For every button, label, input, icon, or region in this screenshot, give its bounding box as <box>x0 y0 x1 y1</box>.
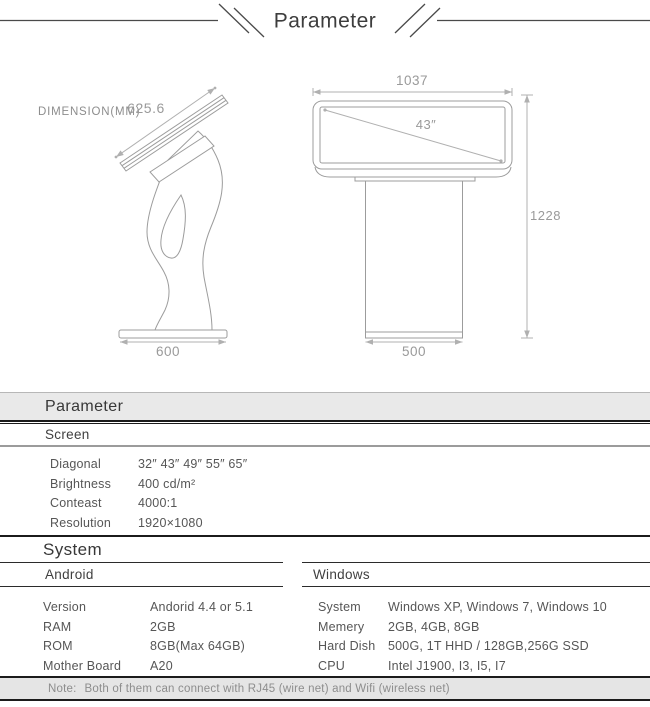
dim-front-height-label: 1228 <box>530 208 561 223</box>
banner <box>0 0 650 45</box>
dim-side-screen-label: 625.6 <box>127 100 165 116</box>
dim-front-diagonal-label: 43″ <box>415 117 437 132</box>
spec-value: 500G, 1T HHD / 128GB,256G SSD <box>388 639 589 653</box>
spec-value: 32″ 43″ 49″ 55″ 65″ <box>138 457 248 471</box>
spec-value: 2GB, 4GB, 8GB <box>388 619 480 634</box>
spec-label: ROM <box>43 639 73 653</box>
parameter-table-header <box>0 393 650 420</box>
android-header <box>0 562 283 587</box>
spec-value: Intel J1900, I3, I5, I7 <box>388 658 506 673</box>
parameter-table-title: Parameter <box>45 397 124 415</box>
spec-row <box>302 598 650 618</box>
dim-front-base-label: 500 <box>401 344 427 359</box>
windows-table <box>302 562 650 676</box>
spec-value: 8GB(Max 64GB) <box>150 639 245 653</box>
system-section-title: System <box>43 539 103 559</box>
spec-row <box>0 475 650 495</box>
screen-section-label: Screen <box>45 427 90 442</box>
spec-label: Hard Dish <box>318 639 376 653</box>
spec-label: Diagonal <box>50 457 101 471</box>
spec-label: Conteast <box>50 496 102 510</box>
spec-row <box>0 637 283 657</box>
spec-label: CPU <box>318 658 345 673</box>
spec-label: System <box>318 600 361 614</box>
dim-side-base-label: 600 <box>155 344 181 359</box>
spec-value: Andorid 4.4 or 5.1 <box>150 600 253 614</box>
dimension-label: DIMENSION(MM) <box>38 106 141 118</box>
spec-row <box>302 618 650 638</box>
note-bar <box>0 678 650 699</box>
page-title: Parameter <box>273 9 377 33</box>
spec-row <box>302 657 650 677</box>
android-table <box>0 562 283 676</box>
spec-label: Version <box>43 600 87 614</box>
spec-row <box>0 455 650 475</box>
spec-label: Memery <box>318 619 365 634</box>
spec-row <box>0 618 283 638</box>
screen-spec-rows <box>0 447 650 535</box>
spec-value: 2GB <box>150 619 176 634</box>
spec-label: Resolution <box>50 515 112 530</box>
spec-label: Mother Board <box>43 658 122 673</box>
spec-row <box>0 598 283 618</box>
spec-label: Brightness <box>50 476 112 491</box>
windows-header <box>302 562 650 587</box>
spec-value: 4000:1 <box>138 496 178 510</box>
spec-tables <box>0 392 650 701</box>
side-view-drawing <box>119 95 228 338</box>
note-text: Both of them can connect with RJ45 (wire net) and Wifi (wireless net) <box>84 682 450 695</box>
system-columns <box>0 562 650 676</box>
spec-row <box>0 494 650 514</box>
spec-row <box>0 514 650 534</box>
spec-row <box>0 657 283 677</box>
dim-front-width-label: 1037 <box>395 73 429 88</box>
note-label: Note: <box>48 682 77 695</box>
system-section-header <box>0 537 650 562</box>
spec-value: 400 cd/m² <box>138 476 196 491</box>
windows-rows <box>302 587 650 676</box>
spec-value: Windows XP, Windows 7, Windows 10 <box>388 600 607 614</box>
spec-value: A20 <box>150 658 173 673</box>
dimension-drawing <box>0 45 650 392</box>
spec-row <box>302 637 650 657</box>
front-view-drawing <box>313 101 512 338</box>
screen-section-header <box>0 424 650 445</box>
android-rows <box>0 587 283 676</box>
spec-label: RAM <box>43 619 72 634</box>
rule-bottom <box>0 699 650 701</box>
spec-value: 1920×1080 <box>138 515 203 530</box>
android-header-label: Android <box>45 567 94 582</box>
column-gap <box>283 562 302 676</box>
windows-header-label: Windows <box>313 567 370 582</box>
